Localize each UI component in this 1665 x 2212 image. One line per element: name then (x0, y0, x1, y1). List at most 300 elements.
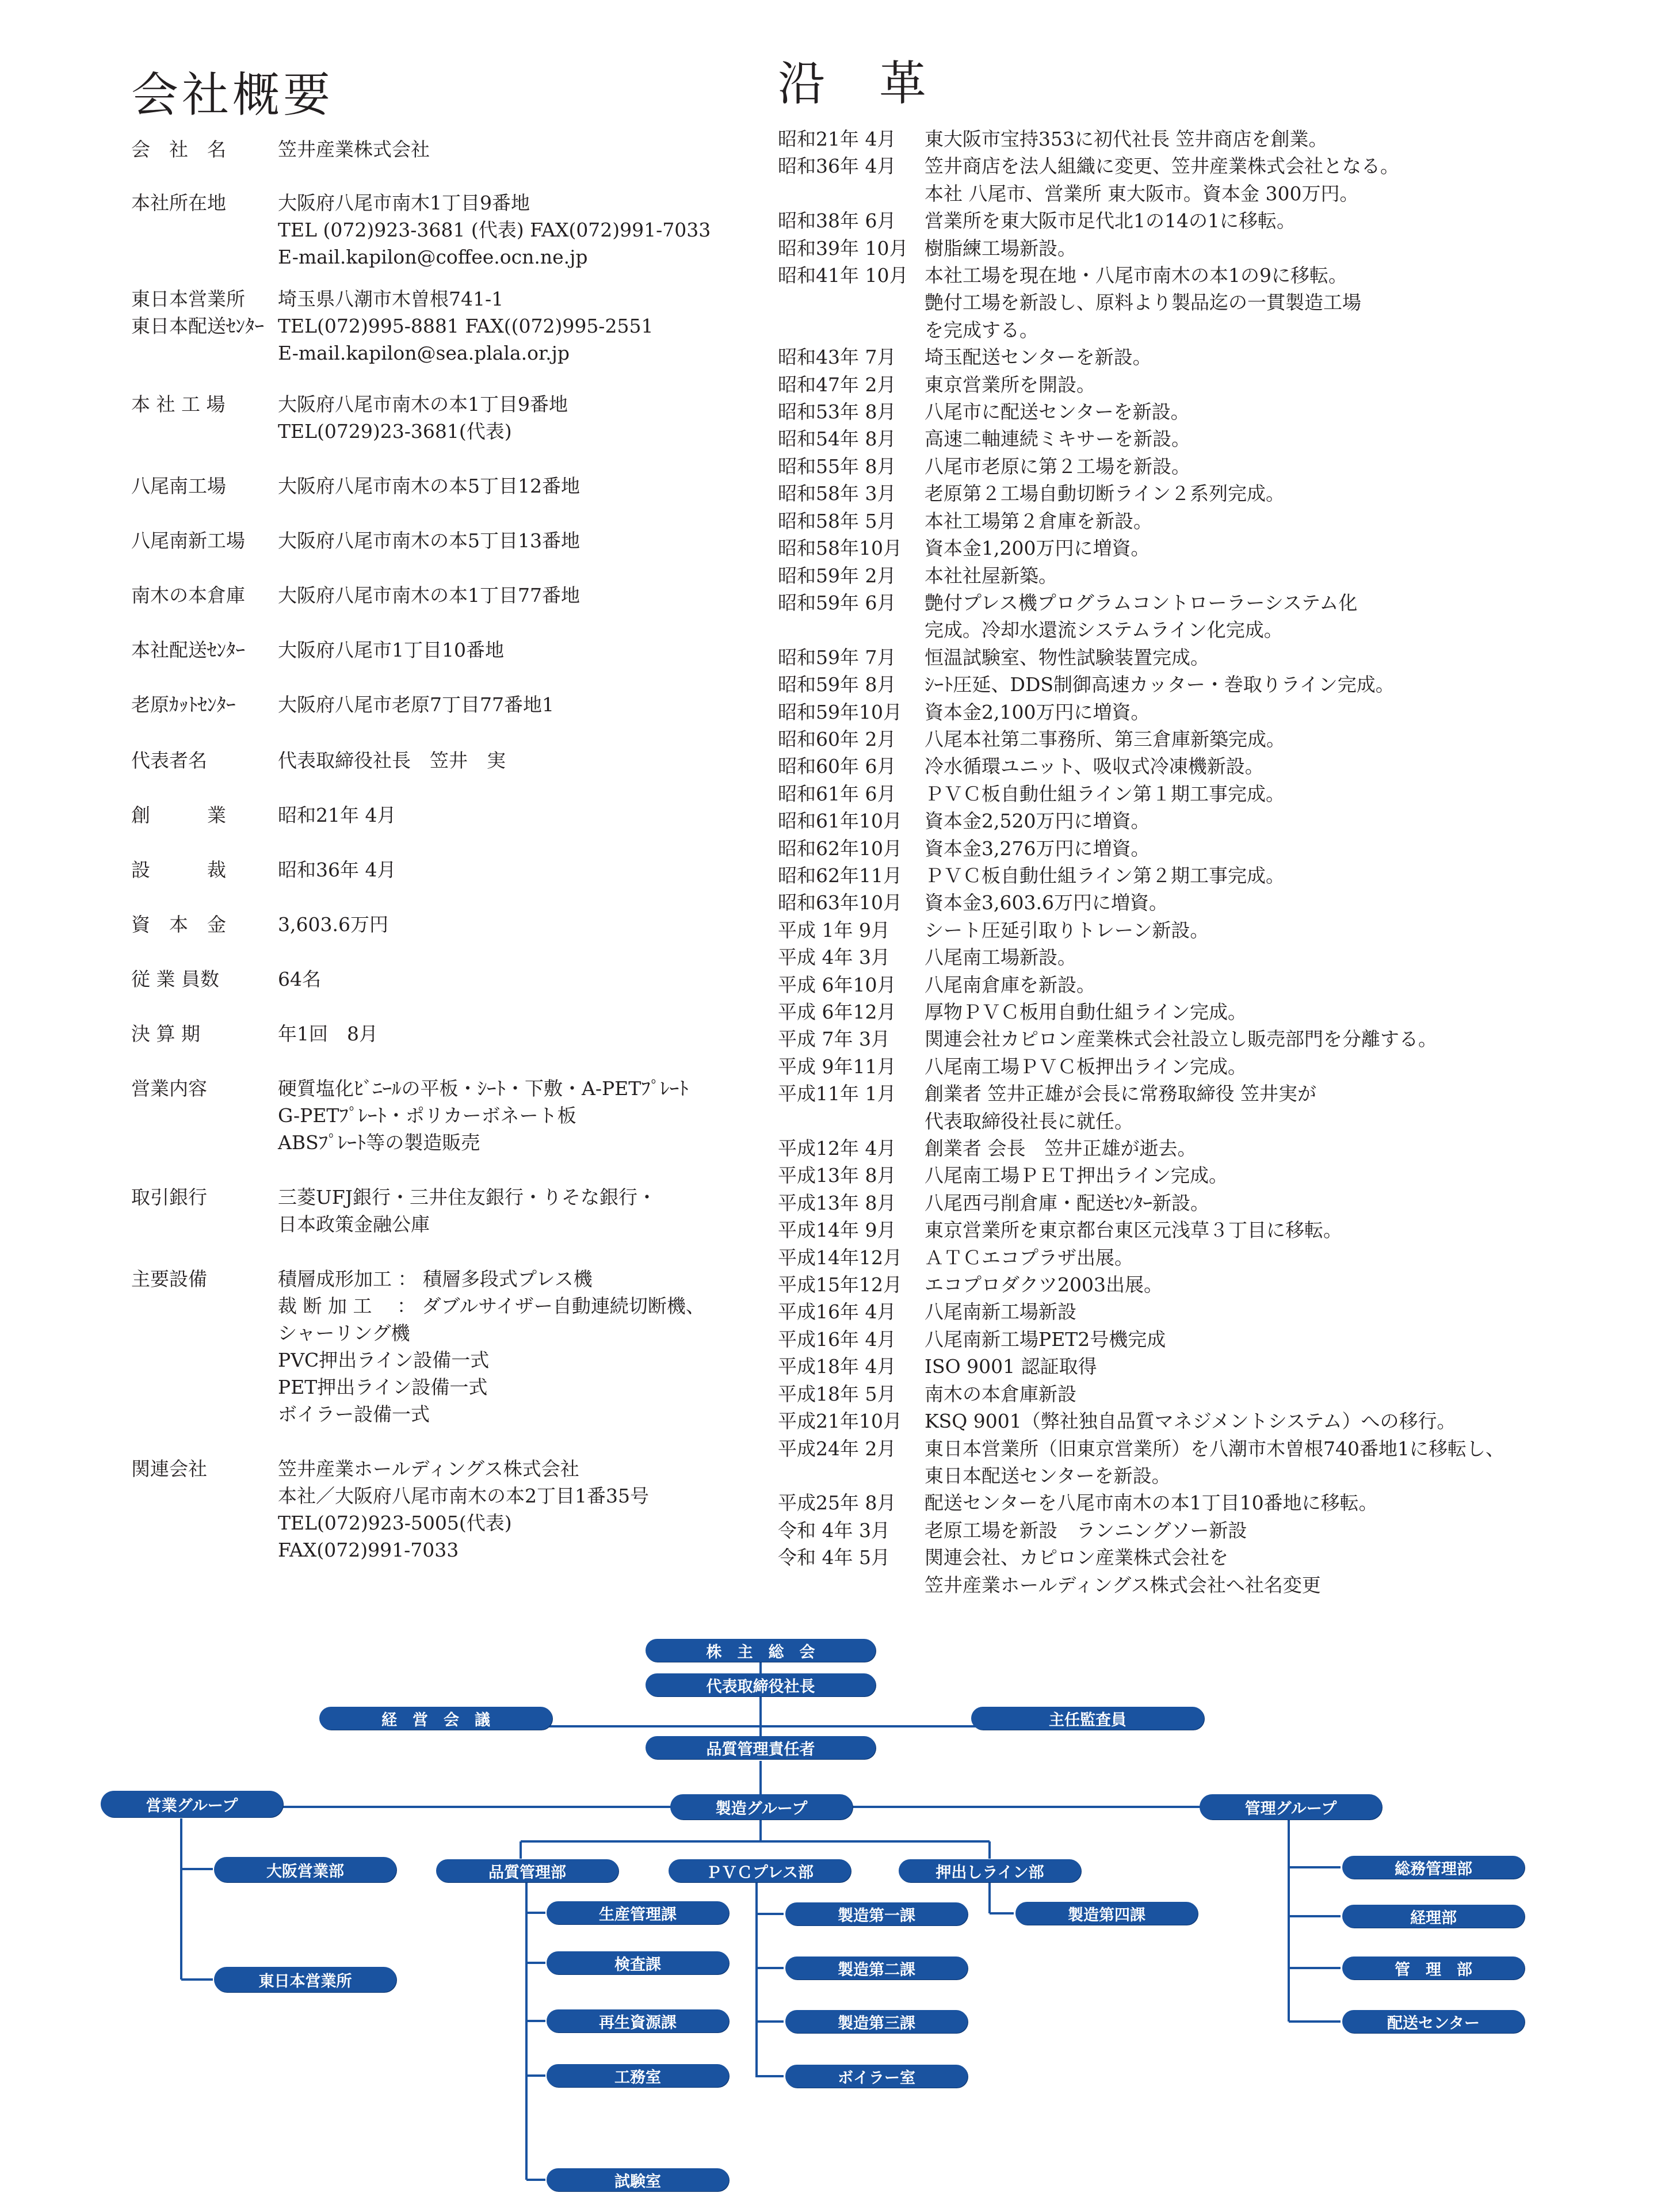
history-line: 笠井産業ホールディングス株式会社へ社名変更 (925, 1573, 1321, 1596)
history-date: 昭和53年 8月 (778, 401, 896, 424)
history-entry (778, 971, 1652, 998)
history-date: 平成15年12月 (778, 1273, 902, 1296)
profile-value-line: 三菱UFJ銀行・三井住友銀行・りそな銀行・ (278, 1186, 656, 1208)
profile-value-line: TEL(072)923-5005(代表) (278, 1512, 512, 1534)
history-text (925, 699, 1150, 726)
profile-value-line: TEL (072)923-3681 (代表) FAX(072)991-7033 (278, 219, 711, 241)
profile-row (131, 911, 764, 938)
profile-values (278, 856, 396, 883)
history-line: 老原第２工場自動切断ライン２系列完成。 (925, 482, 1285, 505)
org-box-shareholders: 株 主 総 会 (646, 1639, 876, 1662)
history-entry (778, 1408, 1652, 1435)
history-line: を完成する。 (925, 318, 1038, 341)
org-box-admin-group: 管理グループ (1200, 1794, 1382, 1820)
profile-value-line: E-mail.kapilon@sea.plala.or.jp (278, 342, 570, 364)
history-text (925, 1326, 1166, 1353)
profile-value-line: PVC押出ライン設備一式 (278, 1349, 490, 1371)
history-entry (778, 780, 1652, 807)
profile-value-line: 積層成形加工 ： 積層多段式プレス機 (278, 1268, 593, 1290)
org-box-extrusion-dept: 押出しライン部 (899, 1859, 1081, 1882)
history-line: 東京営業所を東京都台東区元浅草３丁目に移転。 (925, 1219, 1342, 1242)
history-date: 平成18年 4月 (778, 1355, 896, 1378)
history-line: 埼玉配送センターを新設。 (925, 346, 1152, 369)
history-text (925, 862, 1285, 889)
org-box-osaka-sales: 大阪営業部 (214, 1857, 396, 1882)
history-line: 配送センターを八尾市南木の本1丁目10番地に移転。 (925, 1492, 1378, 1515)
history-entry (778, 1216, 1652, 1244)
history-line: 関連会社、カピロン産業株式会社を (925, 1546, 1228, 1569)
profile-row (131, 636, 764, 663)
history-text (925, 726, 1285, 753)
history-text (925, 207, 1296, 234)
profile-label: 代表者名 (131, 749, 207, 772)
history-entry (778, 1189, 1652, 1216)
history-line: 老原工場を新設 ランニングソー新設 (925, 1519, 1247, 1542)
history-line: 資本金3,603.6万円に増資。 (925, 891, 1168, 914)
org-box-mfg-4: 製造第四課 (1015, 1902, 1198, 1925)
history-entry (778, 535, 1652, 562)
history-entry (778, 398, 1652, 425)
history-date: 昭和63年10月 (778, 891, 902, 914)
profile-row (131, 136, 764, 163)
profile-value-line: ABSﾌﾟﾚｰﾄ等の製造販売 (278, 1131, 480, 1154)
profile-value-line: 大阪府八尾市老原7丁目77番地1 (278, 693, 554, 716)
history-date: 昭和39年 10月 (778, 237, 908, 260)
profile-label: 関連会社 (131, 1458, 207, 1480)
history-line: 資本金3,276万円に増資。 (925, 837, 1150, 860)
profile-label: 本社所在地 (131, 192, 226, 214)
profile-values (278, 1075, 689, 1156)
history-line: 東京営業所を開設。 (925, 373, 1095, 396)
history-entry (778, 753, 1652, 780)
history-line: 営業所を東大阪市足代北1の14の1に移転。 (925, 209, 1296, 232)
history-line: 関連会社カピロン産業株式会社設立し販売部門を分離する。 (925, 1028, 1437, 1051)
org-box-sales-group: 営業グループ (101, 1791, 283, 1817)
profile-values (278, 1455, 649, 1563)
history-date: 平成24年 2月 (778, 1437, 896, 1460)
org-box-distribution: 配送センター (1342, 2010, 1525, 2033)
history-text (925, 1408, 1456, 1435)
history-text (925, 1271, 1163, 1298)
history-line: 冷水循環ユニット、吸収式冷凍機新設。 (925, 755, 1264, 778)
history-entry (778, 1080, 1652, 1135)
history-line: 八尾南新工場新設 (925, 1300, 1076, 1324)
profile-value-line: TEL(072)995-8881 FAX((072)995-2551 (278, 315, 654, 337)
history-date: 平成 6年12月 (778, 1001, 896, 1023)
profile-value-line: TEL(0729)23-3681(代表) (278, 420, 512, 443)
history-date: 昭和38年 6月 (778, 209, 896, 232)
profile-value-line: 大阪府八尾市南木の本5丁目13番地 (278, 529, 580, 552)
history-text (925, 262, 1361, 344)
history-entry (778, 371, 1652, 398)
history-entry (778, 671, 1652, 698)
history-line: シート圧延引取りトレーン新設。 (925, 918, 1209, 941)
history-text (925, 1135, 1197, 1162)
history-text (925, 1380, 1076, 1408)
history-line: 南木の本倉庫新設 (925, 1382, 1076, 1405)
profile-value-line: 大阪府八尾市南木の本1丁目77番地 (278, 584, 580, 607)
profile-values (278, 285, 503, 312)
history-line: 艶付工場を新設し、原料より製品迄の一貫製造工場 (925, 291, 1361, 314)
history-date: 平成16年 4月 (778, 1328, 896, 1351)
history-date: 平成 7年 3月 (778, 1028, 890, 1051)
history-text (925, 1544, 1321, 1599)
history-entry (778, 1244, 1652, 1271)
history-text (925, 971, 1095, 998)
history-text (925, 535, 1150, 562)
history-line: 創業者 会長 笠井正雄が逝去。 (925, 1137, 1197, 1160)
history-line: 代表取締役社長に就任。 (925, 1109, 1133, 1132)
profile-value-line: FAX(072)991-7033 (278, 1539, 459, 1561)
profile-values (278, 1020, 378, 1047)
org-box-inspection: 検査課 (547, 1951, 729, 1974)
org-box-boiler-room: ボイラー室 (785, 2065, 968, 2088)
history-text (925, 1353, 1097, 1380)
history-date: 昭和54年 8月 (778, 428, 896, 451)
org-box-president: 代表取締役社長 (646, 1673, 876, 1696)
history-entry (778, 1353, 1652, 1380)
history-text (925, 235, 1076, 262)
profile-value-line: G-PETﾌﾟﾚｰﾄ・ポリカーボネート板 (278, 1104, 576, 1127)
org-box-recycling: 再生資源課 (547, 2009, 729, 2032)
history-text (925, 1189, 1209, 1216)
history-entry (778, 344, 1652, 371)
org-box-management-council: 経 営 会 議 (319, 1707, 552, 1730)
history-text (925, 1298, 1076, 1325)
history-entry (778, 453, 1652, 480)
history-line: 本社社屋新築。 (925, 564, 1057, 587)
history-entry (778, 944, 1652, 971)
history-date: 昭和61年 6月 (778, 782, 896, 805)
history-entry (778, 125, 1652, 152)
profile-values (278, 1265, 705, 1428)
history-line: 東日本配送センターを新設。 (925, 1464, 1171, 1487)
profile-value-line: 昭和36年 4月 (278, 859, 396, 881)
org-box-east-japan-sales: 東日本営業所 (214, 1967, 396, 1992)
profile-row (131, 802, 764, 829)
history-entry (778, 699, 1652, 726)
history-line: 資本金2,100万円に増資。 (925, 700, 1150, 723)
profile-label: 八尾南工場 (131, 475, 226, 497)
history-text (925, 807, 1150, 834)
history-entry (778, 1435, 1652, 1490)
profile-values (278, 527, 580, 554)
history-date: 平成14年 9月 (778, 1219, 896, 1242)
profile-value-line: 大阪府八尾市南木の本1丁目9番地 (278, 393, 568, 415)
history-date: 平成 9年11月 (778, 1055, 896, 1078)
history-date: 平成12年 4月 (778, 1137, 896, 1160)
profile-value-line: 年1回 8月 (278, 1023, 378, 1045)
history-entry (778, 1271, 1652, 1298)
history-line: 創業者 笠井正雄が会長に常務取締役 笠井実が (925, 1082, 1316, 1105)
history-entry (778, 1544, 1652, 1599)
org-box-mfg-1: 製造第一課 (785, 1902, 968, 1925)
history-line: 本社工場を現在地・八尾市南木の本1の9に移転。 (925, 264, 1347, 287)
profile-row (131, 527, 764, 554)
history-text (925, 562, 1057, 589)
profile-row (131, 1020, 764, 1047)
history-text (925, 1162, 1228, 1189)
profile-label: 東日本営業所 (131, 288, 245, 310)
history-date: 昭和41年 10月 (778, 264, 908, 287)
profile-values (278, 582, 580, 609)
history-text (925, 998, 1247, 1025)
profile-label: 東日本配送ｾﾝﾀｰ (131, 315, 264, 337)
company-profile (131, 136, 764, 1563)
history-line: 本社工場第２倉庫を新設。 (925, 509, 1152, 532)
history-entry (778, 1380, 1652, 1408)
history-line: 本社 八尾市、営業所 東大阪市。資本金 300万円。 (925, 182, 1359, 205)
history-entry (778, 589, 1652, 644)
profile-label: 主要設備 (131, 1268, 207, 1290)
history-line: ｼｰﾄ圧延、DDS制御高速カッター・巻取りライン完成。 (925, 673, 1395, 696)
profile-row (131, 691, 764, 718)
profile-values (278, 747, 506, 774)
history-text (925, 425, 1190, 452)
profile-values (278, 189, 711, 270)
history-entry (778, 862, 1652, 889)
history-line: 八尾南工場ＰＶＣ板押出ライン完成。 (925, 1055, 1247, 1078)
history-line: 厚物ＰＶＣ板用自動仕組ライン完成。 (925, 1001, 1247, 1023)
profile-value-line: 3,603.6万円 (278, 913, 388, 936)
profile-values (278, 472, 580, 499)
profile-value-line: 埼玉県八潮市木曽根741-1 (278, 288, 504, 310)
history-line: 資本金2,520万円に増資。 (925, 810, 1150, 833)
profile-label: 老原ｶｯﾄｾﾝﾀｰ (131, 693, 236, 716)
history-date: 昭和59年 2月 (778, 564, 896, 587)
history-date: 昭和21年 4月 (778, 128, 896, 150)
profile-label: 決 算 期 (131, 1023, 200, 1045)
history-date: 平成16年 4月 (778, 1300, 896, 1324)
history-text (925, 753, 1264, 780)
history-entry (778, 1326, 1652, 1353)
history-date: 昭和59年 6月 (778, 591, 896, 614)
profile-title: 会社概要 (131, 68, 334, 123)
history-text (925, 944, 1076, 971)
history-date: 昭和59年10月 (778, 700, 902, 723)
history-line: 笠井商店を法人組織に変更、笠井産業株式会社となる。 (925, 155, 1399, 178)
history-entry (778, 480, 1652, 507)
history-line: 東大阪市宝持353に初代社長 笠井商店を創業。 (925, 128, 1328, 150)
history-entry (778, 562, 1652, 589)
history-text (925, 398, 1190, 425)
profile-value-line: E-mail.kapilon@coffee.ocn.ne.jp (278, 246, 588, 268)
history-date: 平成21年10月 (778, 1410, 902, 1433)
profile-label: 本 社 工 場 (131, 393, 226, 415)
profile-row (131, 1075, 764, 1156)
history-date: 平成25年 8月 (778, 1492, 896, 1515)
history-entry (778, 889, 1652, 916)
profile-label: 会 社 名 (131, 138, 226, 161)
history-entry (778, 1517, 1652, 1544)
history-date: 平成 1年 9月 (778, 918, 890, 941)
profile-value-line: 硬質塩化ﾋﾞﾆｰﾙの平板・ｼｰﾄ・下敷・A-PETﾌﾟﾚｰﾄ (278, 1077, 689, 1100)
history-date: 昭和58年10月 (778, 537, 902, 560)
history-date: 昭和43年 7月 (778, 346, 896, 369)
history-text (925, 453, 1190, 480)
profile-value-line: 64名 (278, 968, 321, 990)
profile-row (131, 391, 764, 445)
history-date: 平成18年 5月 (778, 1382, 896, 1405)
history-date: 昭和62年10月 (778, 837, 902, 860)
history-text (925, 1080, 1316, 1135)
history-entry (778, 1135, 1652, 1162)
history-line: 樹脂練工場新設。 (925, 237, 1076, 260)
profile-label: 設 裁 (131, 859, 226, 881)
history-text (925, 589, 1357, 644)
history-date: 平成13年 8月 (778, 1164, 896, 1187)
profile-row (131, 472, 764, 499)
history-text (925, 1517, 1247, 1544)
company-history (778, 125, 1652, 1599)
profile-value-line: 笠井産業ホールディングス株式会社 (278, 1458, 579, 1480)
history-date: 昭和55年 8月 (778, 455, 896, 478)
profile-value-line: 日本政策金融公庫 (278, 1213, 430, 1235)
history-date: 昭和47年 2月 (778, 373, 896, 396)
profile-value-line: 裁 断 加 工 ： ダブルサイザー自動連続切断機、 (278, 1295, 705, 1317)
history-text (925, 1244, 1133, 1271)
history-entry (778, 917, 1652, 944)
history-date: 平成11年 1月 (778, 1082, 896, 1105)
profile-row (131, 285, 764, 312)
history-date: 平成14年12月 (778, 1246, 902, 1269)
profile-value-line: 大阪府八尾市南木の本5丁目12番地 (278, 475, 580, 497)
profile-label: 営業内容 (131, 1077, 207, 1100)
history-line: 艶付プレス機プログラムコントローラーシステム化 (925, 591, 1358, 614)
history-date: 平成 4年 3月 (778, 946, 890, 969)
history-line: エコプロダクツ2003出展。 (925, 1273, 1163, 1296)
history-date: 令和 4年 3月 (778, 1519, 890, 1542)
history-line: 完成。冷却水還流システムライン化完成。 (925, 619, 1283, 642)
profile-row (131, 1265, 764, 1428)
history-entry (778, 425, 1652, 452)
history-entry (778, 1489, 1652, 1516)
org-box-works-office: 工務室 (547, 2064, 729, 2087)
profile-values (278, 312, 653, 367)
history-text (925, 835, 1150, 862)
history-text (925, 1053, 1247, 1080)
profile-values (278, 391, 568, 445)
history-entry (778, 508, 1652, 535)
history-text (925, 644, 1209, 671)
profile-values (278, 136, 430, 163)
profile-label: 資 本 金 (131, 913, 226, 936)
history-line: 八尾西弓削倉庫・配送ｾﾝﾀｰ新設。 (925, 1191, 1209, 1214)
history-date: 昭和58年 5月 (778, 509, 896, 532)
org-box-testing-room: 試験室 (547, 2168, 729, 2191)
org-box-manufacturing-group: 製造グループ (670, 1794, 853, 1820)
history-date: 昭和60年 6月 (778, 755, 896, 778)
history-title: 沿 革 (778, 56, 930, 111)
history-text (925, 480, 1285, 507)
profile-label: 従 業 員数 (131, 968, 219, 990)
history-date: 昭和59年 8月 (778, 673, 896, 696)
history-entry (778, 152, 1652, 207)
history-text (925, 125, 1327, 152)
history-line: ＰＶＣ板自動仕組ライン第２期工事完成。 (925, 864, 1285, 887)
history-entry (778, 235, 1652, 262)
history-text (925, 371, 1095, 398)
profile-value-line: シャーリング機 (278, 1322, 410, 1344)
history-entry (778, 1162, 1652, 1189)
org-box-general-affairs: 総務管理部 (1342, 1856, 1525, 1879)
org-box-pvc-press-dept: ＰＶＣプレス部 (669, 1859, 851, 1882)
history-entry (778, 1025, 1652, 1052)
org-box-mfg-2: 製造第二課 (785, 1957, 968, 1980)
profile-values (278, 911, 388, 938)
history-text (925, 344, 1152, 371)
history-entry (778, 1298, 1652, 1325)
history-date: 平成13年 8月 (778, 1191, 896, 1214)
org-box-administration: 管 理 部 (1342, 1957, 1525, 1980)
history-line: 八尾南新工場PET2号機完成 (925, 1328, 1166, 1351)
history-entry (778, 644, 1652, 671)
profile-value-line: PET押出ライン設備一式 (278, 1376, 488, 1398)
history-date: 昭和62年11月 (778, 864, 902, 887)
profile-values (278, 966, 321, 993)
profile-row (131, 1455, 764, 1563)
profile-value-line: 昭和21年 4月 (278, 804, 396, 826)
profile-values (278, 802, 396, 829)
history-text (925, 780, 1285, 807)
history-line: ＰＶＣ板自動仕組ライン第１期工事完成。 (925, 782, 1285, 805)
history-line: 高速二軸連続ミキサーを新設。 (925, 428, 1190, 451)
history-text (925, 1435, 1504, 1490)
history-entry (778, 262, 1652, 344)
history-text (925, 1025, 1437, 1052)
profile-row (131, 966, 764, 993)
profile-value-line: 代表取締役社長 笠井 実 (278, 749, 506, 772)
profile-value-line: 大阪府八尾市南木1丁目9番地 (278, 192, 530, 214)
history-entry (778, 726, 1652, 753)
history-line: KSQ 9001（弊社独自品質マネジメントシステム）への移行。 (925, 1410, 1456, 1433)
org-box-quality-dept: 品質管理部 (436, 1859, 618, 1882)
history-date: 昭和60年 2月 (778, 727, 896, 750)
profile-label: 南木の本倉庫 (131, 584, 245, 607)
profile-value-line: 本社／大阪府八尾市南木の本2丁目1番35号 (278, 1485, 649, 1507)
history-line: 八尾市老原に第２工場を新設。 (925, 455, 1190, 478)
profile-value-line: 笠井産業株式会社 (278, 138, 430, 161)
history-line: 資本金1,200万円に増資。 (925, 537, 1150, 560)
history-line: 恒温試験室、物性試験装置完成。 (925, 646, 1209, 669)
history-line: 東日本営業所（旧東京営業所）を八潮市木曽根740番地1に移転し、 (925, 1437, 1504, 1460)
history-line: ＡＴＣエコプラザ出展。 (925, 1246, 1133, 1269)
profile-row (131, 747, 764, 774)
profile-label: 取引銀行 (131, 1186, 207, 1208)
history-line: ISO 9001 認証取得 (925, 1355, 1097, 1378)
history-line: 八尾南倉庫を新設。 (925, 973, 1095, 996)
history-entry (778, 998, 1652, 1025)
profile-values (278, 691, 554, 718)
profile-value-line: ボイラー設備一式 (278, 1403, 430, 1425)
profile-label: 創 業 (131, 804, 226, 826)
org-box-chief-auditor: 主任監査員 (971, 1707, 1204, 1730)
history-text (925, 917, 1209, 944)
history-text (925, 1216, 1342, 1244)
org-box-production-control: 生産管理課 (547, 1901, 729, 1924)
history-entry (778, 1053, 1652, 1080)
history-line: 八尾南工場ＰＥＴ押出ライン完成。 (925, 1164, 1228, 1187)
history-date: 昭和58年 3月 (778, 482, 896, 505)
history-date: 昭和36年 4月 (778, 155, 896, 178)
profile-values (278, 1184, 656, 1238)
profile-row (131, 856, 764, 883)
history-text (925, 671, 1395, 698)
profile-value-line: 大阪府八尾市1丁目10番地 (278, 639, 504, 661)
profile-row (131, 1184, 764, 1238)
history-entry (778, 807, 1652, 834)
org-box-quality-manager: 品質管理責任者 (646, 1736, 876, 1759)
